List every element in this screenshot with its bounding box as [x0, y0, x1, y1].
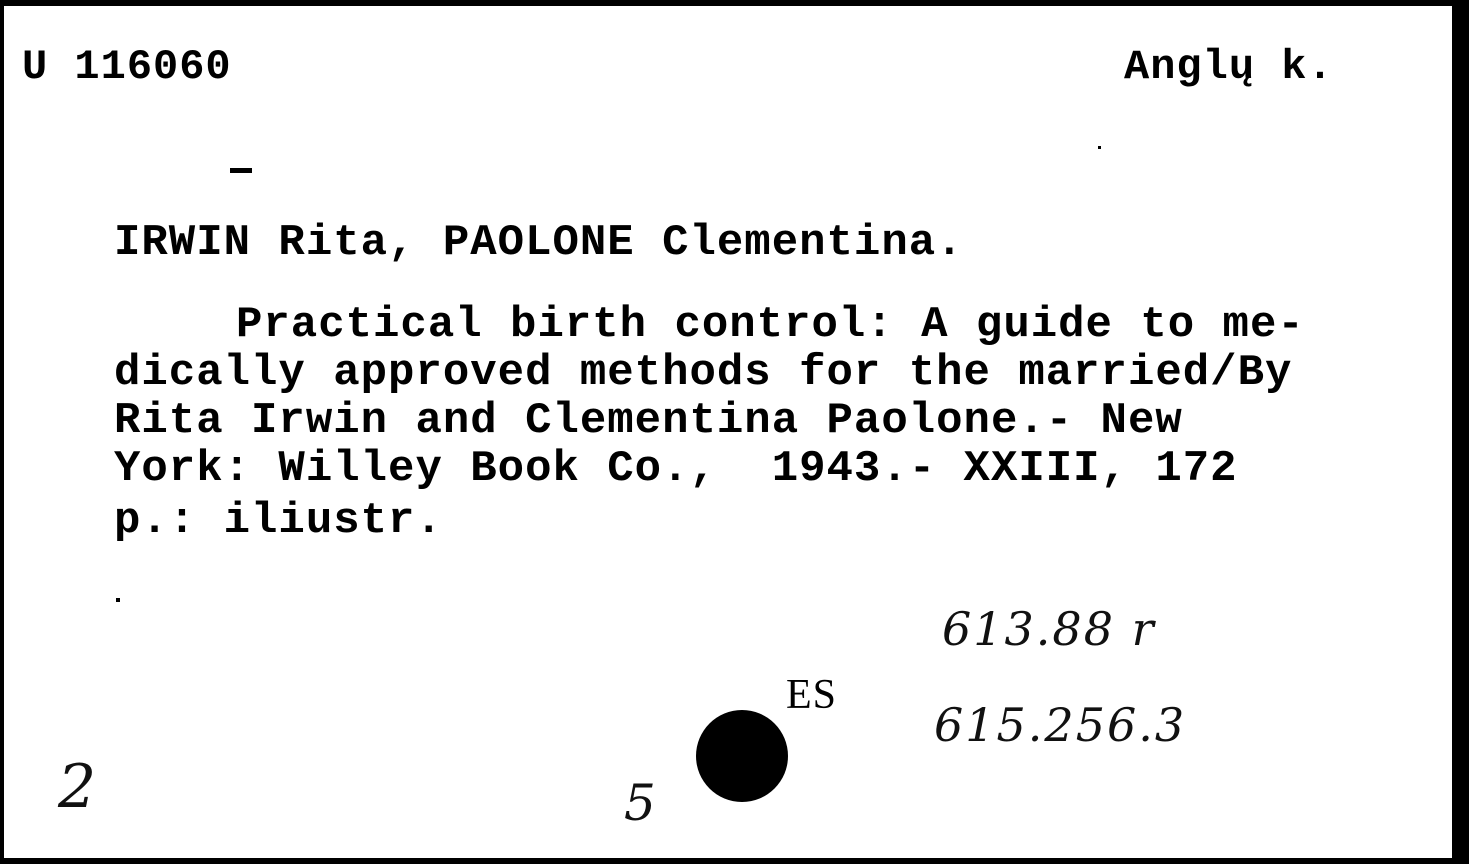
- punch-hole: [696, 710, 788, 802]
- dash-mark: [230, 168, 252, 173]
- handwritten-class-2: 615.256.3: [934, 698, 1187, 752]
- call-number: U 116060: [22, 43, 232, 91]
- dot-mark: [1098, 146, 1101, 149]
- handwritten-class-1: 613.88 r: [942, 602, 1156, 656]
- description-line-4: York: Willey Book Co., 1943.- XXIII, 172: [114, 444, 1238, 494]
- description-line-5: p.: iliustr.: [114, 496, 443, 546]
- tick-mark: [116, 598, 120, 602]
- stamp-label: ES: [786, 672, 838, 718]
- language-label: Anglų k.: [1124, 43, 1334, 91]
- handwritten-mark-center: 5: [624, 774, 656, 832]
- catalog-card: [4, 6, 1452, 858]
- authors-heading: IRWIN Rita, PAOLONE Clementina.: [114, 218, 964, 268]
- description-line-2: dically approved methods for the married/By: [114, 348, 1293, 398]
- description-line-3: Rita Irwin and Clementina Paolone.- New: [114, 396, 1183, 446]
- handwritten-mark-left: 2: [58, 752, 97, 822]
- description-line-1: Practical birth control: A guide to me-: [236, 300, 1305, 350]
